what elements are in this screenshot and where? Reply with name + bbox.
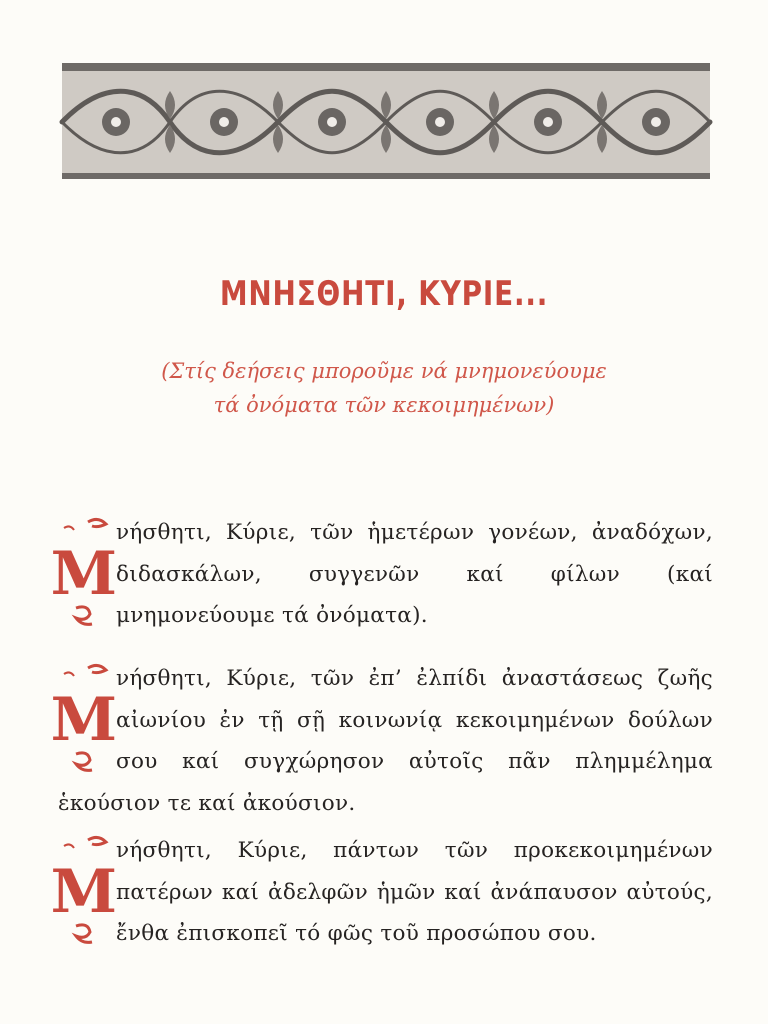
paragraph-text: νήσθητι, Κύριε, τῶν ἐπ’ ἐλπίδι ἀναστάσεως ζωῆς αἰωνίου ἐν τῇ σῇ κοινωνίᾳ κεκοιμημένων δούλων σου καί συγχώρησον αὐτοῖς πᾶν πλημμέλημα ἑκούσιον τε καί ἀκούσιον. — [58, 666, 713, 816]
ornate-initial-m-icon — [50, 830, 118, 950]
initial-letter: Μ — [50, 539, 118, 609]
ornate-initial-m-icon — [50, 658, 118, 778]
subtitle-line-2: τά ὀνόματα τῶν κεκοιμημένων) — [213, 393, 555, 417]
subtitle — [0, 354, 768, 422]
page-title: ΜΝΗΣΘΗΤΙ, ΚΥΡΙΕ... — [219, 274, 549, 314]
initial-letter: Μ — [50, 857, 118, 927]
prayer-paragraph-2 — [50, 658, 713, 824]
paragraph-text: νήσθητι, Κύριε, τῶν ἡμετέρων γονέων, ἀναδόχων, διδασκάλων, συγγενῶν καί φίλων (καί μνημονεύουμε τά ὀνόματα). — [116, 520, 713, 628]
prayer-paragraph-3 — [50, 830, 713, 955]
ornate-initial-m-icon — [50, 512, 118, 632]
prayer-paragraph-1 — [50, 512, 713, 637]
floral-ornament-band-icon — [62, 63, 710, 179]
initial-letter: Μ — [50, 685, 118, 755]
paragraph-text: νήσθητι, Κύριε, πάντων τῶν προκεκοιμημένων πατέρων καί ἀδελφῶν ἡμῶν καί ἀνάπαυσον αὐτούς, ἔνθα ἐπισκοπεῖ τό φῶς τοῦ προσώπου σου. — [116, 838, 713, 946]
subtitle-line-1: (Στίς δεήσεις μποροῦμε νά μνημονεύουμε — [161, 359, 607, 383]
